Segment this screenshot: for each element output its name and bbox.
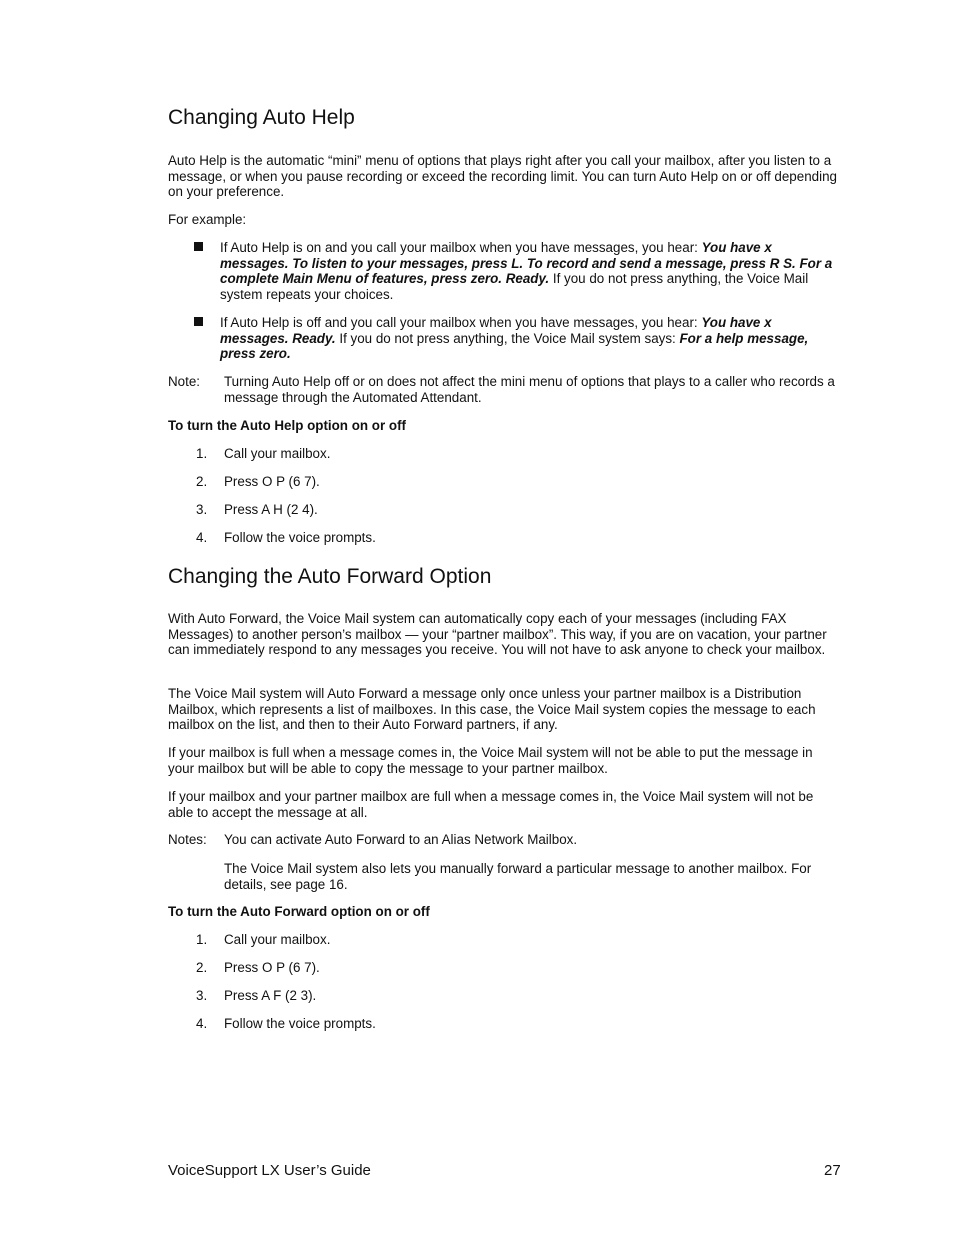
bullet-prompt-text: You have x messages. Ready. <box>220 315 772 346</box>
note-label: Note: <box>168 374 201 389</box>
step-number: 2. <box>196 960 208 975</box>
notes-label: Notes: <box>168 832 207 847</box>
step-text: Press A F (2 3). <box>224 988 317 1003</box>
auto-forward-para-1: With Auto Forward, the Voice Mail system can automatically copy each of your messages (including FAX Messages) to another person’s mailbox — your “partner mailbox”. This way, if you are on vacation, your partner can immediately respond to any messages you receive. You will not have to ask anyone to check your mailbox. <box>168 611 827 658</box>
step-text: Follow the voice prompts. <box>224 1016 376 1031</box>
auto-forward-para-3: If your mailbox is full when a message comes in, the Voice Mail system will not be able to put the message in your mailbox but will be able to copy the message to your partner mailbox. <box>168 745 813 776</box>
square-bullet-icon <box>193 241 205 253</box>
procedure-heading-auto-help: To turn the Auto Help option on or off <box>168 418 406 433</box>
step-number: 2. <box>196 474 208 489</box>
auto-help-intro: Auto Help is the automatic “mini” menu of options that plays right after you call your mailbox, after you listen to a message, or when you pause recording or exceed the recording limit. You can turn Auto Help on or off depending on your preference. <box>168 153 837 200</box>
procedure-heading-auto-forward: To turn the Auto Forward option on or off <box>168 904 430 919</box>
bullet-text <box>220 315 842 362</box>
note-text-2: The Voice Mail system also lets you manually forward a particular message to another mailbox. For details, see page 16. <box>224 861 812 892</box>
step-text: Press A H (2 4). <box>224 502 318 517</box>
for-example-label: For example: <box>168 212 247 227</box>
square-bullet-icon <box>193 316 205 328</box>
bullet-plain-text: If Auto Help is on and you call your mailbox when you have messages, you hear: <box>220 240 702 255</box>
bullet-text <box>220 240 842 302</box>
bullet-plain-text: If Auto Help is off and you call your mailbox when you have messages, you hear: <box>220 315 702 330</box>
step-text: Press O P (6 7). <box>224 474 320 489</box>
auto-forward-para-2: The Voice Mail system will Auto Forward a message only once unless your partner mailbox is a Distribution Mailbox, which represents a list of mailboxes. In this case, the Voice Mail system copies the message to each mailbox on the list, and then to their Auto Forward partners, if any. <box>168 686 816 733</box>
step-text: Press O P (6 7). <box>224 960 320 975</box>
step-text: Call your mailbox. <box>224 446 331 461</box>
bullet-prompt-text: For a help message, press zero. <box>220 330 809 362</box>
section-title-auto-forward: Changing the Auto Forward Option <box>168 565 492 588</box>
step-text: Call your mailbox. <box>224 932 331 947</box>
footer-page-number: 27 <box>824 1162 841 1179</box>
step-number: 3. <box>196 988 208 1003</box>
note-text: Turning Auto Help off or on does not affect the mini menu of options that plays to a caller who records a message through the Automated Attendant. <box>224 374 835 405</box>
step-number: 4. <box>196 530 208 545</box>
footer-guide-title: VoiceSupport LX User’s Guide <box>168 1162 371 1179</box>
note-text-1: You can activate Auto Forward to an Alias Network Mailbox. <box>224 832 578 847</box>
step-text: Follow the voice prompts. <box>224 530 376 545</box>
page-content <box>168 0 840 1235</box>
bullet-prompt-text: You have x messages. To listen to your messages, press L. To record and send a message, press R S. For a complete Main Menu of features, press zero. Ready. <box>220 240 833 287</box>
step-number: 1. <box>196 932 208 947</box>
section-title-auto-help: Changing Auto Help <box>168 106 355 129</box>
auto-forward-para-4: If your mailbox and your partner mailbox are full when a message comes in, the Voice Mail system will not be able to accept the message at all. <box>168 789 814 820</box>
step-number: 3. <box>196 502 208 517</box>
bullet-plain-text: If you do not press anything, the Voice Mail system says: <box>335 330 680 346</box>
step-number: 1. <box>196 446 208 461</box>
bullet-plain-text: If you do not press anything, the Voice Mail system repeats your choices. <box>220 271 809 302</box>
step-number: 4. <box>196 1016 208 1031</box>
